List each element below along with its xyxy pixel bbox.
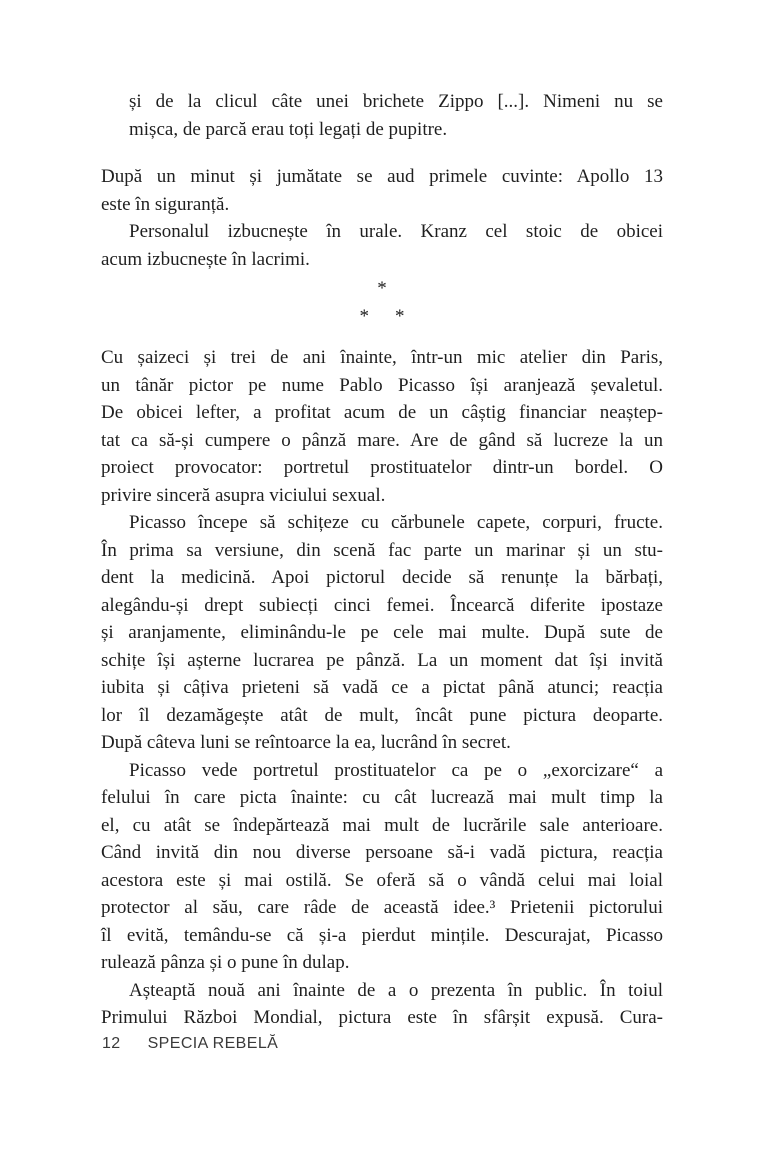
text-line: De obicei lefter, a profitat acum de un câștig financiar neaștep-: [101, 402, 663, 423]
text-line: felului în care picta înainte: cu cât lucrează mai mult timp la: [101, 787, 663, 808]
text-line: După câteva luni se reîntoarce la ea, lucrând în secret.: [101, 732, 511, 753]
text-line: și de la clicul câte unei brichete Zippo [...]. Nimeni nu se: [129, 91, 663, 112]
paragraph: [101, 977, 663, 1032]
text-line: dent la medicină. Apoi pictorul decide să renunțe la bărbați,: [101, 567, 663, 588]
page-footer: [102, 1035, 278, 1053]
text-line: mișca, de parcă erau toți legați de pupitre.: [129, 118, 448, 140]
running-title: SPECIA REBELĂ: [147, 1035, 279, 1052]
section-break-row: [101, 303, 663, 331]
text-line: rulează pânza și o pune în dulap.: [101, 952, 350, 973]
text-line: Când invită din nou diverse persoane să-i vadă pictura, reacția: [101, 842, 663, 863]
section-break-row: [101, 275, 663, 303]
text-line: protector al său, care râde de această idee.³ Prietenii pictorului: [101, 897, 663, 918]
text-line: Așteaptă nouă ani înainte de a o prezenta în public. În toiul: [129, 979, 663, 1001]
text-line: și aranjamente, eliminându-le pe cele mai multe. După sute de: [101, 622, 663, 643]
text-line: Picasso începe să schițeze cu cărbunele capete, corpuri, fructe.: [129, 512, 663, 533]
text-line: un tânăr pictor pe nume Pablo Picasso își aranjează șevaletul.: [101, 374, 663, 396]
text-line: Primului Război Mondial, pictura este în sfârșit expusă. Cura-: [101, 1007, 663, 1028]
asterisk-glyph: *: [359, 305, 369, 327]
text-line: După un minut și jumătate se aud primele cuvinte: Apollo 13: [101, 166, 663, 187]
section-break: [101, 275, 663, 330]
paragraph: [101, 218, 663, 273]
asterisk-glyph: *: [377, 278, 387, 299]
paragraph: [101, 163, 663, 218]
text-line: proiect provocator: portretul prostituatelor dintr-un bordel. O: [101, 457, 663, 478]
text-line: este în siguranță.: [101, 193, 230, 215]
text-column: [101, 88, 663, 1032]
text-line: alegându-și drept subiecți cinci femei. Încearcă diferite ipostaze: [101, 594, 663, 616]
text-line: În prima sa versiune, din scenă fac parte un marinar și un stu-: [101, 539, 663, 561]
asterisk-glyph: *: [395, 305, 405, 327]
text-line: iubita și câțiva prieteni să vadă ce a pictat până atunci; reacția: [101, 677, 663, 698]
page-number: 12: [102, 1035, 121, 1052]
text-line: acestora este și mai ostilă. Se oferă să o vândă celui mai loial: [101, 869, 663, 891]
text-line: schițe își așterne lucrarea pe pânză. La un moment dat își invită: [101, 649, 663, 671]
text-line: acum izbucnește în lacrimi.: [101, 248, 310, 270]
text-line: Personalul izbucnește în urale. Kranz cel stoic de obicei: [129, 221, 663, 242]
paragraph: [101, 509, 663, 757]
paragraph: [101, 757, 663, 977]
text-line: Cu șaizeci și trei de ani înainte, într-un mic atelier din Paris,: [101, 347, 663, 368]
text-line: Picasso vede portretul prostituatelor ca pe o „exorcizare“ a: [129, 759, 663, 781]
text-line: tat ca să-și cumpere o pânză mare. Are de gând să lucreze la un: [101, 429, 663, 451]
block-quote: [101, 88, 663, 143]
text-line: lor îl dezamăgește atât de mult, încât pune pictura deoparte.: [101, 704, 663, 726]
text-line: îl evită, temându-se că și-a pierdut mințile. Descurajat, Picasso: [101, 924, 663, 946]
text-line: el, cu atât se îndepărtează mai mult de lucrările sale anterioare.: [101, 814, 663, 836]
paragraph: [101, 344, 663, 509]
text-line: privire sinceră asupra viciului sexual.: [101, 484, 386, 506]
